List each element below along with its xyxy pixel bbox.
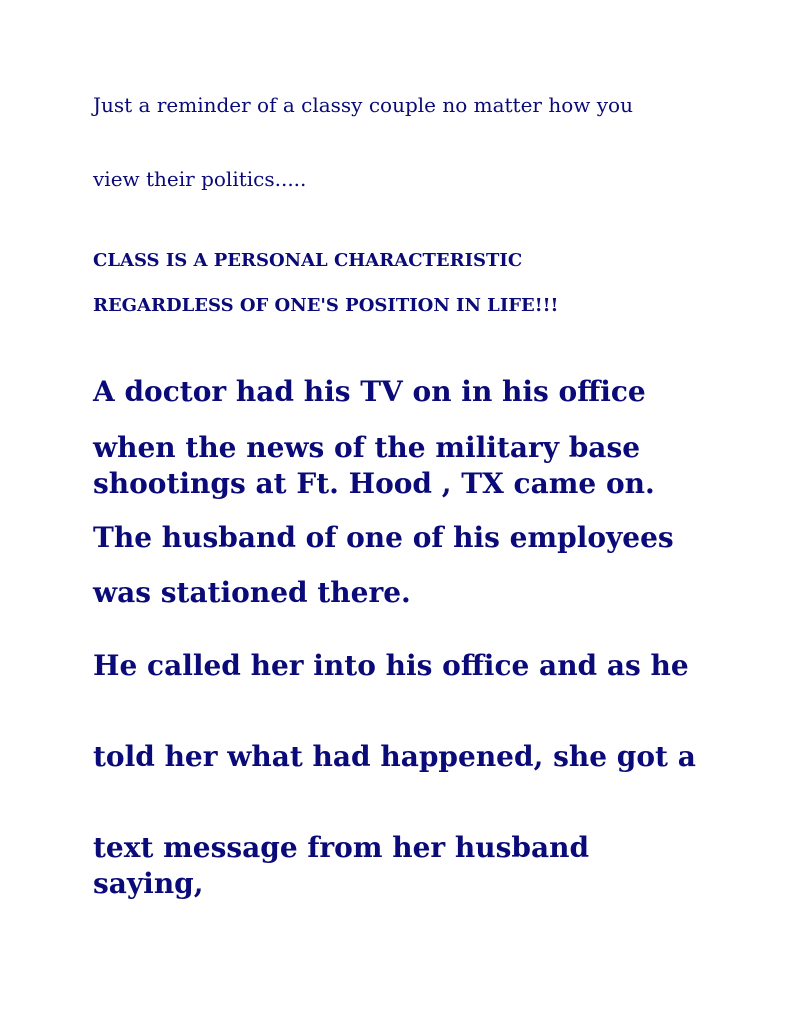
story-paragraph-1: A doctor had his TV on in his office — [93, 375, 646, 408]
story-paragraph-7: text message from her husband saying, — [93, 831, 590, 900]
story-paragraph-6: told her what had happened, she got a — [93, 740, 696, 773]
story-paragraph-2: when the news of the military base shootings at Ft. Hood , TX came on. — [93, 431, 655, 500]
story-paragraph-3: The husband of one of his employees — [93, 521, 674, 554]
intro-line-2: view their politics..... — [93, 167, 307, 191]
story-paragraph-5: He called her into his office and as he — [93, 649, 689, 682]
headline-line-1: CLASS IS A PERSONAL CHARACTERISTIC — [93, 250, 523, 271]
story-paragraph-4: was stationed there. — [93, 576, 411, 609]
headline-line-2: REGARDLESS OF ONE'S POSITION IN LIFE!!! — [93, 295, 559, 316]
intro-line-1: Just a reminder of a classy couple no matter how you — [93, 93, 633, 117]
